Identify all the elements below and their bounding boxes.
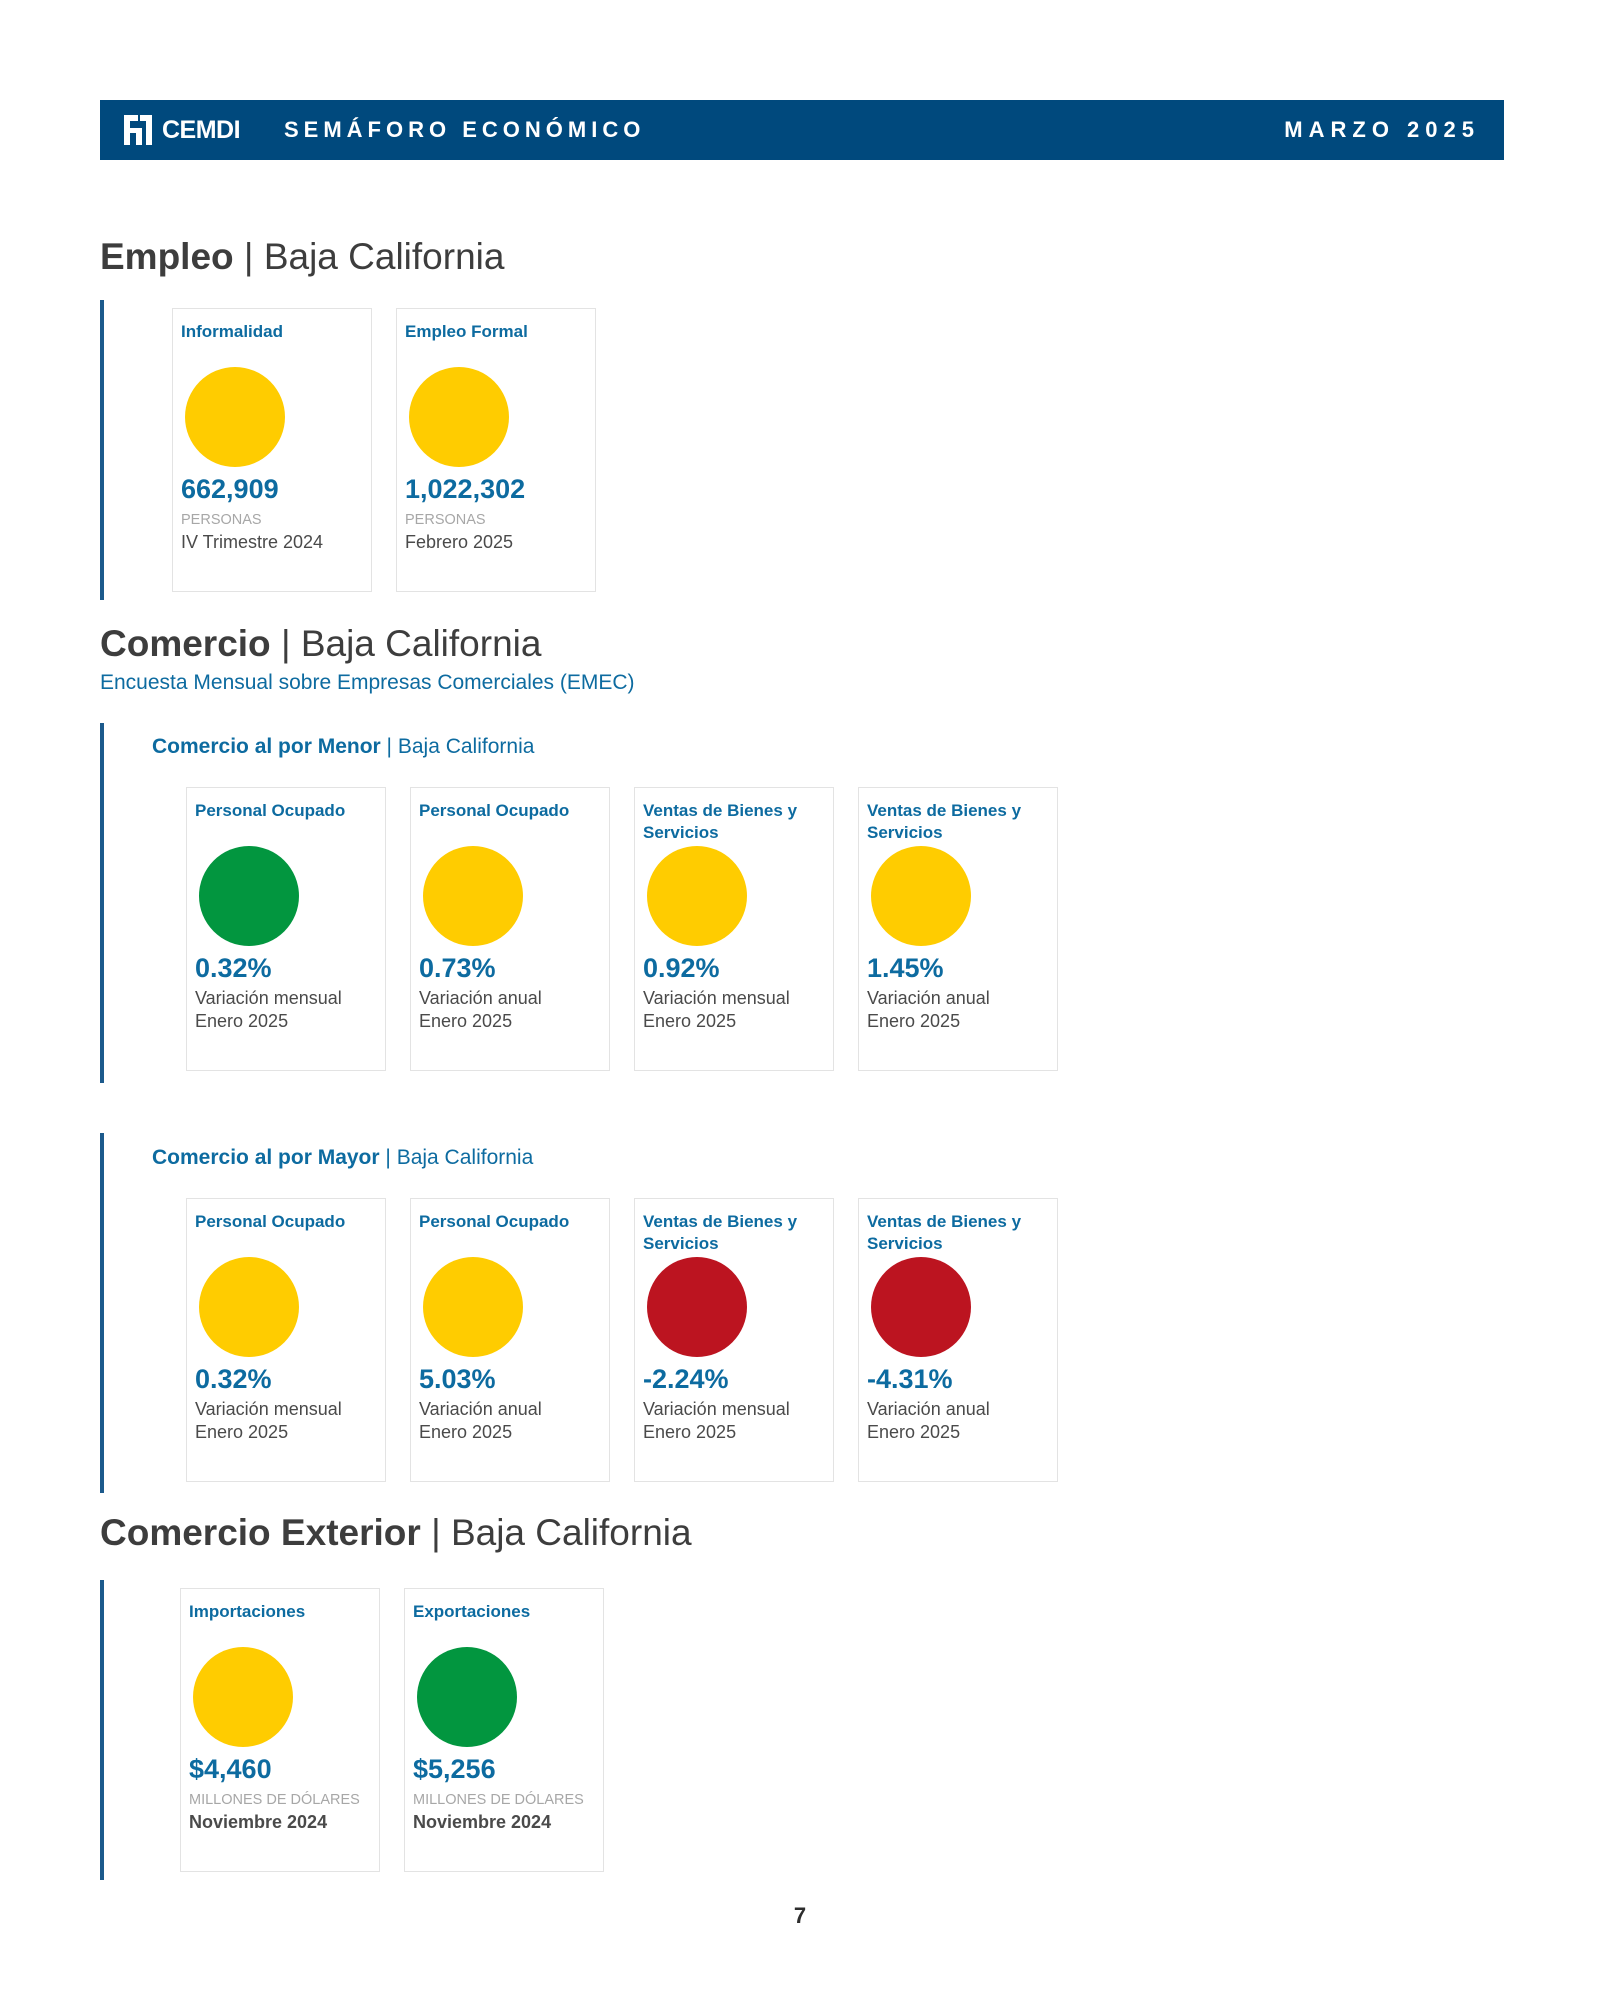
card-value: $4,460 <box>189 1754 272 1784</box>
section-title-strong: Comercio Exterior <box>100 1512 421 1553</box>
card-menor-ventas-mensual <box>634 787 834 1071</box>
card-description: Variación anual <box>867 988 990 1008</box>
card-value: 5.03% <box>419 1364 496 1394</box>
card-mayor-ventas-mensual <box>634 1198 834 1482</box>
card-description: Variación anual <box>867 1399 990 1419</box>
status-indicator-yellow <box>647 846 747 946</box>
card-unit: PERSONAS <box>405 512 486 528</box>
card-menor-personal-anual <box>410 787 610 1071</box>
card-menor-personal-mensual <box>186 787 386 1071</box>
section-title-rest: | Baja California <box>431 1512 692 1553</box>
page-number: 7 <box>793 1903 807 1928</box>
card-label: Exportaciones <box>413 1602 531 1621</box>
section-title-rest: | Baja California <box>280 623 542 664</box>
cemdi-logo <box>122 112 240 148</box>
status-indicator-yellow <box>409 367 509 467</box>
card-period: Noviembre 2024 <box>189 1812 328 1832</box>
card-mayor-personal-anual <box>410 1198 610 1482</box>
card-mayor-personal-mensual <box>186 1198 386 1482</box>
header-title: SEMÁFORO ECONÓMICO <box>284 117 646 142</box>
status-indicator-yellow <box>423 846 523 946</box>
card-value: 0.32% <box>195 953 272 983</box>
card-description: Variación anual <box>419 1399 542 1419</box>
card-value: $5,256 <box>413 1754 496 1784</box>
card-value: 0.32% <box>195 1364 272 1394</box>
card-unit: MILLONES DE DÓLARES <box>413 1792 584 1808</box>
status-indicator-green <box>417 1647 517 1747</box>
card-period: Enero 2025 <box>419 1011 513 1031</box>
section-bar-exterior <box>100 1580 104 1880</box>
card-exportaciones <box>404 1588 604 1872</box>
card-period: Enero 2025 <box>643 1422 737 1442</box>
section-bar-menor <box>100 723 104 1083</box>
card-value: 0.73% <box>419 953 496 983</box>
card-description: Variación mensual <box>643 988 790 1008</box>
status-indicator-yellow <box>871 846 971 946</box>
status-indicator-yellow <box>193 1647 293 1747</box>
status-indicator-red <box>871 1257 971 1357</box>
card-unit: PERSONAS <box>181 512 262 528</box>
status-indicator-yellow <box>199 1257 299 1357</box>
card-period: Enero 2025 <box>867 1422 961 1442</box>
section-subtitle-emec: Encuesta Mensual sobre Empresas Comerciales (EMEC) <box>100 671 635 694</box>
card-label: Informalidad <box>181 322 284 341</box>
logo-text: CEMDI <box>162 115 241 144</box>
status-indicator-green <box>199 846 299 946</box>
card-period: Febrero 2025 <box>405 532 514 552</box>
status-indicator-yellow <box>185 367 285 467</box>
card-unit: MILLONES DE DÓLARES <box>189 1792 360 1808</box>
section-title-comercio <box>100 623 541 665</box>
card-period: Enero 2025 <box>195 1422 289 1442</box>
card-period: Enero 2025 <box>195 1011 289 1031</box>
section-title-strong: Comercio <box>100 623 271 664</box>
card-period: Enero 2025 <box>643 1011 737 1031</box>
card-empleo-formal <box>396 308 596 592</box>
card-label: Personal Ocupado <box>419 801 570 820</box>
section-title-strong: Empleo <box>100 236 234 277</box>
card-value: -2.24% <box>643 1364 729 1394</box>
card-period: Enero 2025 <box>419 1422 513 1442</box>
card-description: Variación mensual <box>195 1399 342 1419</box>
card-description: Variación mensual <box>643 1399 790 1419</box>
status-indicator-red <box>647 1257 747 1357</box>
card-label: Ventas de Bienes y Servicios <box>643 1212 798 1253</box>
card-description: Variación mensual <box>195 988 342 1008</box>
subsection-title-strong: Comercio al por Menor <box>152 735 381 758</box>
card-description: Variación anual <box>419 988 542 1008</box>
card-period: Noviembre 2024 <box>413 1812 552 1832</box>
card-period: IV Trimestre 2024 <box>181 532 324 552</box>
status-indicator-yellow <box>423 1257 523 1357</box>
section-title-empleo <box>100 236 504 278</box>
card-value: -4.31% <box>867 1364 953 1394</box>
header-date: MARZO 2025 <box>1284 117 1480 142</box>
header-bar <box>100 100 1504 160</box>
card-label: Ventas de Bienes y Servicios <box>867 1212 1022 1253</box>
card-mayor-ventas-anual <box>858 1198 1058 1482</box>
card-label: Personal Ocupado <box>419 1212 570 1231</box>
section-bar-empleo <box>100 300 104 600</box>
card-label: Personal Ocupado <box>195 1212 346 1231</box>
card-label: Importaciones <box>189 1602 306 1621</box>
card-label: Ventas de Bienes y Servicios <box>867 801 1022 842</box>
subsection-title-rest: | Baja California <box>386 735 535 758</box>
cemdi-logo-icon <box>122 113 156 147</box>
card-label: Personal Ocupado <box>195 801 346 820</box>
subsection-title-strong: Comercio al por Mayor <box>152 1146 380 1169</box>
subsection-title-rest: | Baja California <box>385 1146 534 1169</box>
card-value: 1.45% <box>867 953 944 983</box>
section-title-rest: | Baja California <box>243 236 505 277</box>
card-label: Empleo Formal <box>405 322 528 341</box>
subsection-title-menor <box>152 735 534 759</box>
card-importaciones <box>180 1588 380 1872</box>
card-value: 1,022,302 <box>405 474 526 504</box>
card-label: Ventas de Bienes y Servicios <box>643 801 798 842</box>
card-period: Enero 2025 <box>867 1011 961 1031</box>
card-informalidad <box>172 308 372 592</box>
section-title-exterior <box>100 1512 692 1554</box>
card-value: 0.92% <box>643 953 720 983</box>
section-bar-mayor <box>100 1133 104 1493</box>
subsection-title-mayor <box>152 1146 533 1170</box>
card-value: 662,909 <box>181 474 279 504</box>
card-menor-ventas-anual <box>858 787 1058 1071</box>
